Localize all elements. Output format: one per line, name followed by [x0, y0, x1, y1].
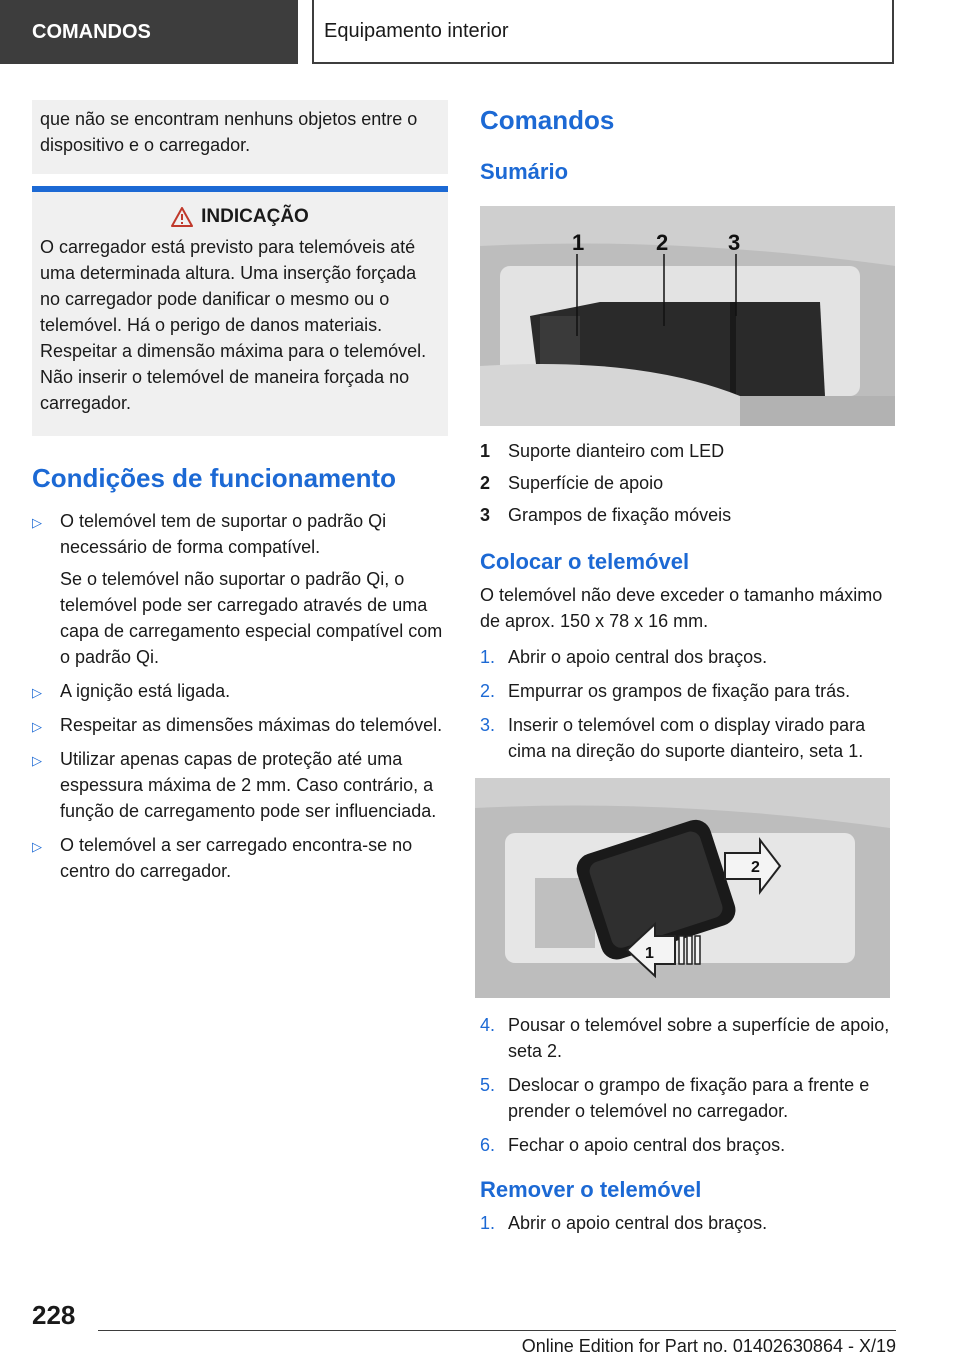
steps-list-a	[480, 644, 896, 764]
section-title: Equipamento interior	[312, 0, 894, 64]
legend-number: 3	[480, 505, 491, 525]
legend-row	[480, 438, 896, 464]
list-item	[32, 832, 448, 884]
step-item	[480, 1132, 896, 1158]
steps-list-b	[480, 1012, 896, 1158]
insert-phone-figure	[475, 778, 890, 998]
controls-heading: Comandos	[480, 105, 615, 135]
legend-text: Superfície de apoio	[508, 473, 664, 493]
overview-subheading: Sumário	[480, 159, 569, 184]
step-item	[480, 678, 896, 704]
list-item	[32, 746, 448, 824]
step-text: Inserir o telemóvel com o display virado para cima na direção do suporte dianteiro, seta 1.	[508, 715, 866, 761]
step-number: 2.	[480, 681, 496, 701]
list-item-text: O telemóvel tem de suportar o padrão Qi necessário de forma compatível.	[60, 511, 387, 557]
conditions-heading: Condições de funcionamento	[32, 463, 397, 493]
triangle-bullet-icon: ▷	[32, 839, 42, 854]
step-item	[480, 1012, 896, 1064]
edition-text: Online Edition for Part no. 01402630864 - X/19	[521, 1336, 896, 1356]
chapter-tab: COMANDOS	[0, 0, 298, 64]
step-item	[480, 1210, 896, 1236]
triangle-bullet-icon: ▷	[32, 753, 42, 768]
list-item	[32, 712, 448, 738]
arrow-label-1: 1	[645, 945, 654, 962]
list-item-text: O telemóvel a ser carregado encontra-se no centro do carregador.	[60, 835, 413, 881]
step-number: 1.	[480, 647, 496, 667]
step-text: Empurrar os grampos de fixação para trás.	[508, 681, 851, 701]
step-number: 3.	[480, 715, 496, 735]
legend-number: 2	[480, 473, 491, 493]
list-item-subtext: Se o telemóvel não suportar o padrão Qi, o telemóvel pode ser carregado através de uma capa de carregamento especial compatível com o padrão Qi.	[60, 569, 443, 667]
place-phone-heading: Colocar o telemóvel	[480, 549, 690, 574]
legend-text: Grampos de fixação móveis	[508, 505, 732, 525]
footer-divider	[98, 1330, 896, 1331]
intro-box: que não se encontram nenhuns objetos entre o dispositivo e o carregador.	[32, 100, 448, 174]
arrow-label-2: 2	[751, 859, 760, 876]
figure-label-2: 2	[656, 230, 669, 255]
warning-icon	[171, 207, 193, 227]
triangle-bullet-icon: ▷	[32, 685, 42, 700]
note-title-text: INDICAÇÃO	[201, 206, 309, 227]
conditions-list	[32, 508, 448, 884]
note-box	[32, 186, 448, 436]
step-text: Abrir o apoio central dos braços.	[508, 1213, 768, 1233]
step-text: Abrir o apoio central dos braços.	[508, 647, 768, 667]
legend-number: 1	[480, 441, 491, 461]
charger-overview-illustration	[480, 206, 895, 426]
step-text: Deslocar o grampo de fixação para a frente e prender o telemóvel no carregador.	[508, 1075, 870, 1121]
list-item-text: A ignição está ligada.	[60, 681, 231, 701]
triangle-bullet-icon: ▷	[32, 515, 42, 530]
step-number: 5.	[480, 1075, 496, 1095]
step-text: Fechar o apoio central dos braços.	[508, 1135, 786, 1155]
step-item	[480, 1072, 896, 1124]
step-number: 4.	[480, 1015, 496, 1035]
legend-text: Suporte dianteiro com LED	[508, 441, 725, 461]
place-phone-text: O telemóvel não deve exceder o tamanho máximo de aprox. 150 x 78 x 16 mm.	[480, 585, 883, 631]
step-item	[480, 644, 896, 670]
page-number: 228	[32, 1300, 76, 1330]
list-item-text: Utilizar apenas capas de proteção até uma espessura máxima de 2 mm. Caso contrário, a função de carregamento pode ser influenciada.	[60, 749, 437, 821]
list-item	[32, 508, 448, 670]
step-number: 6.	[480, 1135, 496, 1155]
insert-phone-illustration	[475, 778, 890, 998]
step-item	[480, 712, 896, 764]
legend-row	[480, 502, 896, 528]
steps-list-c	[480, 1210, 896, 1236]
list-item	[32, 678, 448, 704]
note-title	[40, 204, 440, 230]
right-column	[480, 100, 896, 1244]
figure-label-3: 3	[728, 230, 741, 255]
legend-row	[480, 470, 896, 496]
list-item-text: Respeitar as dimensões máximas do telemóvel.	[60, 715, 443, 735]
step-text: Pousar o telemóvel sobre a superfície de apoio, seta 2.	[508, 1015, 890, 1061]
charger-overview-figure	[480, 206, 895, 426]
triangle-bullet-icon: ▷	[32, 719, 42, 734]
step-number: 1.	[480, 1213, 496, 1233]
remove-phone-heading: Remover o telemóvel	[480, 1177, 702, 1202]
left-column	[32, 100, 448, 892]
note-text: O carregador está previsto para telemóveis até uma determinada altura. Uma inserção forçada no carregador pode danificar o mesmo ou o telemóvel. Há o perigo de danos materiais. Respeitar a dimensão máxima para o telemóvel. Não inserir o telemóvel de maneira forçada no carregador.	[40, 237, 427, 413]
figure-legend	[480, 438, 896, 528]
figure-label-1: 1	[572, 230, 585, 255]
